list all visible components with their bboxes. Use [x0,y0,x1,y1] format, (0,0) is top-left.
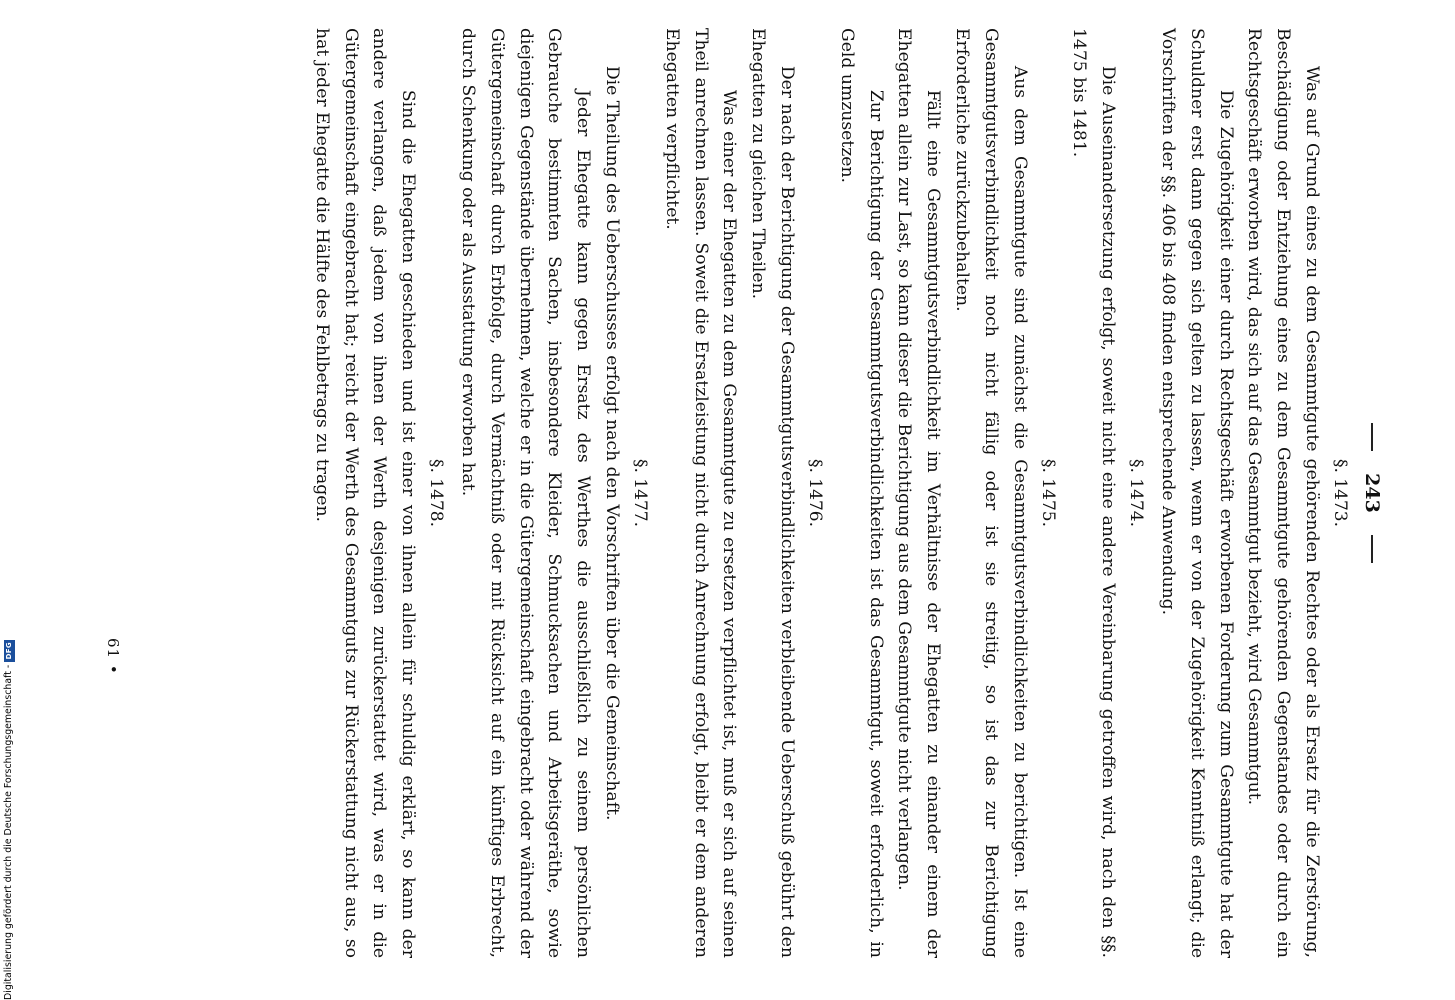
paragraph: Zur Berichtigung der Gesammtgutsverbindlichkeiten ist das Gesammtgut, soweit erforderlich, in Geld umzusetzen. [836,28,886,958]
digitization-credit [2,605,16,1000]
section-title: §. 1475. [1037,459,1058,527]
header-dash-left [1371,423,1373,451]
paragraph: Jeder Ehegatte kann gegen Ersatz des Werthes die ausschließlich zu seinem persönlichen Gebrauche bestimmten Sachen, insbesondere Kleider, Schmucksachen und Arbeitsgeräthe, sowie diejenigen Gegenstände übernehmen, welche er in die Gütergemeinschaft eingebracht oder während der Gütergemeinschaft durch Erbfolge, durch Vermächtniß oder mit Rücksicht auf ein künftiges Erbrecht, durch Schenkung oder als Ausstattung erworben hat. [458,28,594,958]
credit-text: Digitalisierung gefördert durch die Deutsche Forschungsgemeinschaft - [3,664,14,1000]
printer-signature: 61 • [104,638,122,675]
paragraph: Was auf Grund eines zu dem Gesammtgute gehörenden Rechtes oder als Ersatz für die Zerstörung, Beschädigung oder Entziehung eines zu dem Gesammtgute gehörenden Gegenstandes oder durch ein Rechtsgeschäft erworben wird, das sich auf das Gesammtgut bezieht, wird Gesammtgut. [1244,28,1322,958]
section-title: §. 1476. [805,459,826,527]
paragraph: Der nach der Berichtigung der Gesammtgutsverbindlichkeiten verbleibende Ueberschuß gebührt den Ehegatten zu gleichen Theilen. [748,28,798,958]
section-title: §. 1474. [1126,459,1147,527]
page-number: 243 [1361,473,1384,513]
paragraph: Aus dem Gesammtgute sind zunächst die Gesammtgutsverbindlichkeiten zu berichtigen. Ist eine Gesammtgutsverbindlichkeit noch nicht fällig oder ist sie streitig, so ist das zur Berichtigung Erforderliche zurückzubehalten. [952,28,1030,958]
section-title: §. 1473. [1330,459,1350,527]
paragraph: Fällt eine Gesammtgutsverbindlichkeit im Verhältnisse der Ehegatten zu einander einem der Ehegatten allein zur Last, so kann dieser die Berichtigung aus dem Gesammtgute nicht verlangen. [894,28,944,958]
paragraph: Was einer der Ehegatten zu dem Gesammtgute zu ersetzen verpflichtet ist, muß er sich auf seinen Theil anrechnen lassen. Soweit die Ersatzleistung nicht durch Anrechnung erfolgt, bleibt er dem anderen Ehegatten verpflichtet. [661,28,740,958]
page-header [1357,28,1387,958]
paragraph: Die Zugehörigkeit einer durch Rechtsgeschäft erworbenen Forderung zum Gesammtgute hat der Schuldner erst dann gegen sich gelten zu lassen, wenn er von der Zugehörigkeit Kenntniß erlangt; die Vorschriften der §§. 406 bis 408 finden entsprechende Anwendung. [1158,28,1236,958]
dfg-logo: DFG [4,640,15,662]
section-title: §. 1477. [630,459,651,527]
paragraph: Die Theilung des Ueberschusses erfolgt nach den Vorschriften über die Gemeinschaft. [602,65,623,821]
section-title: §. 1478. [426,459,447,527]
rotated-page-content [97,28,1387,958]
paragraph: Sind die Ehegatten geschieden und ist einer von ihnen allein für schuldig erklärt, so kann der andere verlangen, daß jedem von ihnen der Werth desjenigen zurückerstattet wird, was er in die Gütergemeinschaft eingebracht hat; reicht der Werth des Gesammtguts zur Rückerstattung nicht aus, so hat jeder Ehegatte die Hälfte des Fehlbetrags zu tragen. [311,28,419,958]
header-dash-right [1371,535,1373,563]
paragraph: Die Auseinandersetzung erfolgt, soweit nicht eine andere Vereinbarung getroffen wird, nach den §§. 1475 bis 1481. [1069,28,1119,958]
